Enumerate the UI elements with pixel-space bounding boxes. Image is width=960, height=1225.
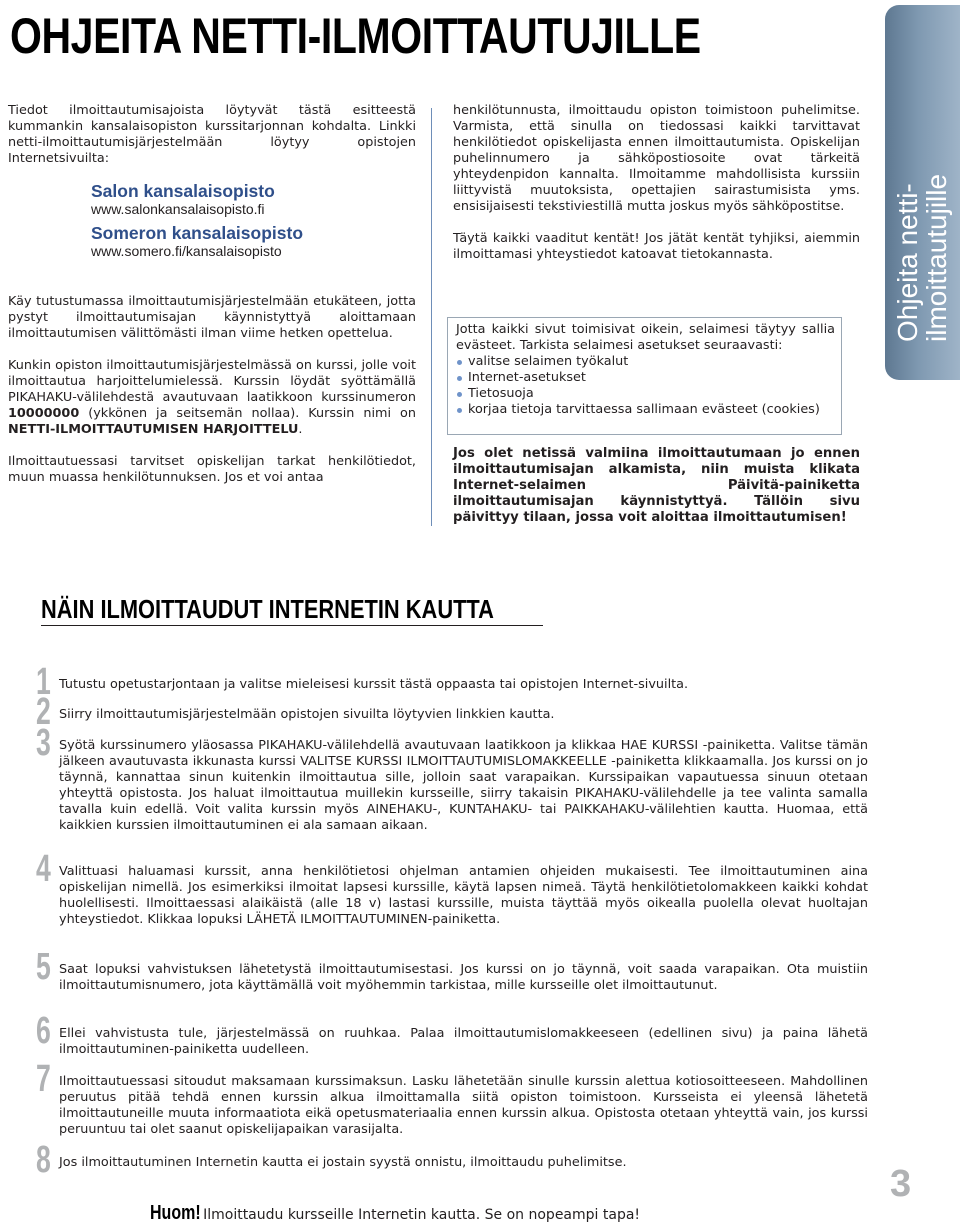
step-text: Valittuasi haluamasi kurssit, anna henkilötietosi ohjelman antamien ohjeiden mukaisesti. Tee ilmoittautuminen aina opiskelijan nimellä. Jos esimerkiksi ilmoitat lapsesi kurssille, käytä lapsen nimeä. Täytä henkilötietolomakkeen kaikki kohdat huolellisesti. Ilmoittaessasi alaikäistä (alle 18 v) lastasi kurssille, muista täyttää myös oikealla puolella olevat huoltajan yhteystiedot. Klikkaa lopuksi LÄHETÄ ILMOITTAUTUMINEN-painiketta.: [59, 864, 868, 927]
school-url[interactable]: www.salonkansalaisopisto.fi: [91, 201, 265, 217]
cookies-info-box: [447, 317, 842, 435]
refresh-note-block: [453, 446, 860, 526]
column-divider: [431, 108, 432, 526]
side-tab-text: [885, 5, 960, 380]
step-text: Jos ilmoittautuminen Internetin kautta ei jostain syystä onnistu, ilmoittaudu puhelimitse.: [59, 1155, 627, 1170]
contact-paragraph: henkilötunnusta, ilmoittaudu opiston toimistoon puhelimitse. Varmista, että sinulla on tiedossasi kaikki tarvittavat henkilötiedot opiskelijasta ennen ilmoittautumista. Opiskelijan puhelinnumero ja sähköpostiosoite ovat tärkeitä yhteydenpidon kannalta. Ilmoitamme mahdollisista kurssiin liittyvistä muutoksista, opettajien sairastumisista yms. ensisijaisesti tekstiviestillä mutta joskus myös sähköpostitse.: [453, 103, 860, 214]
practice-text-a: Kunkin opiston ilmoittautumisjärjestelmässä on kurssi, jolle voit ilmoittautua harjoittelumielessä. Kurssin löydät syöttämällä PIKAHAKU-välilehdestä avautuvaan laatikkoon kurssinumeron: [8, 358, 416, 405]
cookies-intro: Jotta kaikki sivut toimisivat oikein, selaimesi täytyy sallia evästeet. Tarkista selaimesi asetukset seuraavasti:: [456, 322, 835, 353]
required-fields-paragraph: Täytä kaikki vaaditut kentät! Jos jätät kentät tyhjiksi, aiemmin ilmoittamasi yhteystiedot katoavat tietokannasta.: [453, 231, 860, 262]
list-item: Tietosuoja: [456, 386, 835, 402]
cookies-steps-list: [456, 354, 835, 418]
list-item: valitse selaimen työkalut: [456, 354, 835, 370]
practice-text-end: .: [298, 422, 303, 437]
left-column: [8, 103, 416, 486]
step-text: Ellei vahvistusta tule, järjestelmässä on ruuhkaa. Palaa ilmoittautumislomakkeeseen (edellinen sivu) ja paina lähetä ilmoittautuminen-painiketta uudelleen.: [59, 1026, 868, 1057]
school-somero: [91, 223, 416, 259]
step-6: [36, 1012, 868, 1058]
school-name: Someron kansalaisopisto: [91, 223, 304, 243]
practice-course-paragraph: [8, 358, 416, 438]
side-tab-line-2: ilmoittautujille: [921, 173, 952, 342]
section-title-underline: [41, 625, 543, 626]
step-number: 8: [36, 1139, 51, 1181]
step-1: [36, 661, 868, 703]
list-item: korjaa tietoja tarvittaessa sallimaan evästeet (cookies): [456, 402, 835, 418]
page-title: OHJEITA NETTI-ILMOITTAUTUJILLE: [10, 8, 701, 64]
step-number: 6: [36, 1010, 51, 1052]
step-number: 2: [36, 691, 51, 733]
step-8: [36, 1139, 868, 1181]
school-name: Salon kansalaisopisto: [91, 181, 275, 201]
side-tab: [885, 5, 960, 380]
step-4: [36, 850, 868, 928]
step-2: [36, 691, 868, 733]
step-number: 7: [36, 1058, 51, 1100]
practice-text-b: (ykkönen ja seitsemän nollaa). Kurssin nimi on: [79, 406, 416, 421]
practice-course-number: 10000000: [8, 406, 80, 421]
step-3: [36, 724, 868, 834]
step-text: Saat lopuksi vahvistuksen lähetetystä ilmoittautumisestasi. Jos kurssi on jo täynnä, voit saada varapaikan. Ota muistiin ilmoittautumisnumero, jota käyttämällä voit myöhemmin tarkistaa, mille kursseille olet ilmoittautunut.: [59, 962, 868, 993]
side-tab-line-1: Ohjeita netti-: [892, 183, 923, 342]
step-number: 5: [36, 946, 51, 988]
note-line: [150, 1202, 640, 1225]
preview-paragraph: Käy tutustumassa ilmoittautumisjärjestelmään etukäteen, jotta pystyt ilmoittautumisajan käynnistyttyä aloittamaan ilmoittautumisen välittömästi ilman viime hetken opettelua.: [8, 294, 416, 341]
page-number: 3: [890, 1163, 912, 1205]
school-url[interactable]: www.somero.fi/kansalaisopisto: [91, 243, 282, 259]
step-7: [36, 1060, 868, 1138]
step-number: 3: [36, 722, 51, 764]
step-number: 1: [36, 661, 51, 703]
personal-data-paragraph: Ilmoittautuessasi tarvitset opiskelijan tarkat henkilötiedot, muun muassa henkilötunnuksen. Jos et voi antaa: [8, 454, 416, 485]
note-label: Huom!: [150, 1202, 201, 1224]
school-salo: [91, 181, 416, 217]
intro-paragraph: Tiedot ilmoittautumisajoista löytyvät tästä esitteestä kummankin kansalaisopiston kurssitarjonnan kohdalta. Linkki netti-ilmoittautumisjärjestelmään löytyy opistojen Internetsivuilta:: [8, 103, 416, 166]
step-number: 4: [36, 848, 51, 890]
step-5: [36, 948, 868, 994]
right-column: [453, 103, 860, 263]
note-text: Ilmoittaudu kursseille Internetin kautta. Se on nopeampi tapa!: [203, 1207, 641, 1223]
step-text: Tutustu opetustarjontaan ja valitse mieleisesi kurssit tästä oppaasta tai opistojen Internet-sivuilta.: [59, 677, 689, 692]
section-title: NÄIN ILMOITTAUDUT INTERNETIN KAUTTA: [41, 594, 494, 624]
step-text: Syötä kurssinumero yläosassa PIKAHAKU-välilehdellä avautuvaan laatikkoon ja klikkaa HAE KURSSI -painiketta. Valitse tämän jälkeen avautuvasta ikkunasta kurssi VALITSE KURSSI ILMOITTAUTUMISLOMAKKEELLE -painiketta klikkaamalla. Jos kurssi on jo täynnä, kannattaa sinun kuitenkin ilmoittautua sille, jolloin saat varapaikan. Kurssipaikan vapautuessa sinuun otetaan yhteyttä opistosta. Jos haluat ilmoittautua muillekin kursseille, siirry takaisin PIKAHAKU-välilehdelle ja tee valinta samalla tavalla kuin edellä. Voit valita kurssin myös AINEHAKU-, KUNTAHAKU- tai PAIKKAHAKU-välilehtien kautta. Huomaa, että kaikkien kurssien ilmoittautuminen ei ala samaan aikaan.: [59, 738, 868, 833]
step-text: Ilmoittautuessasi sitoudut maksamaan kurssimaksun. Lasku lähetetään sinulle kurssin alettua kotiosoitteeseen. Mahdollinen peruutus pitää tehdä ennen kurssin alkua ilmoittamalla siitä opiston toimistoon. Kursseista ei yleensä lähetetä ilmoittautuneille muuta informaatiota eikä opetusmateriaalia ennen kurssin alkua. Opistosta otetaan yhteyttä vain, jos kurssi peruuntuu tai olet saanut opiskelijapaikan varasijalta.: [59, 1074, 868, 1137]
list-item: Internet-asetukset: [456, 370, 835, 386]
step-text: Siirry ilmoittautumisjärjestelmään opistojen sivuilta löytyvien linkkien kautta.: [59, 707, 555, 722]
practice-course-name: NETTI-ILMOITTAUTUMISEN HARJOITTELU: [8, 422, 299, 437]
refresh-note: Jos olet netissä valmiina ilmoittautumaan jo ennen ilmoittautumisajan alkamista, niin muista klikata Internet-selaimen Päivitä-painiketta ilmoittautumisajan käynnistyttyä. Tällöin sivu päivittyy tilaan, jossa voit aloittaa ilmoittautumisen!: [453, 446, 860, 525]
